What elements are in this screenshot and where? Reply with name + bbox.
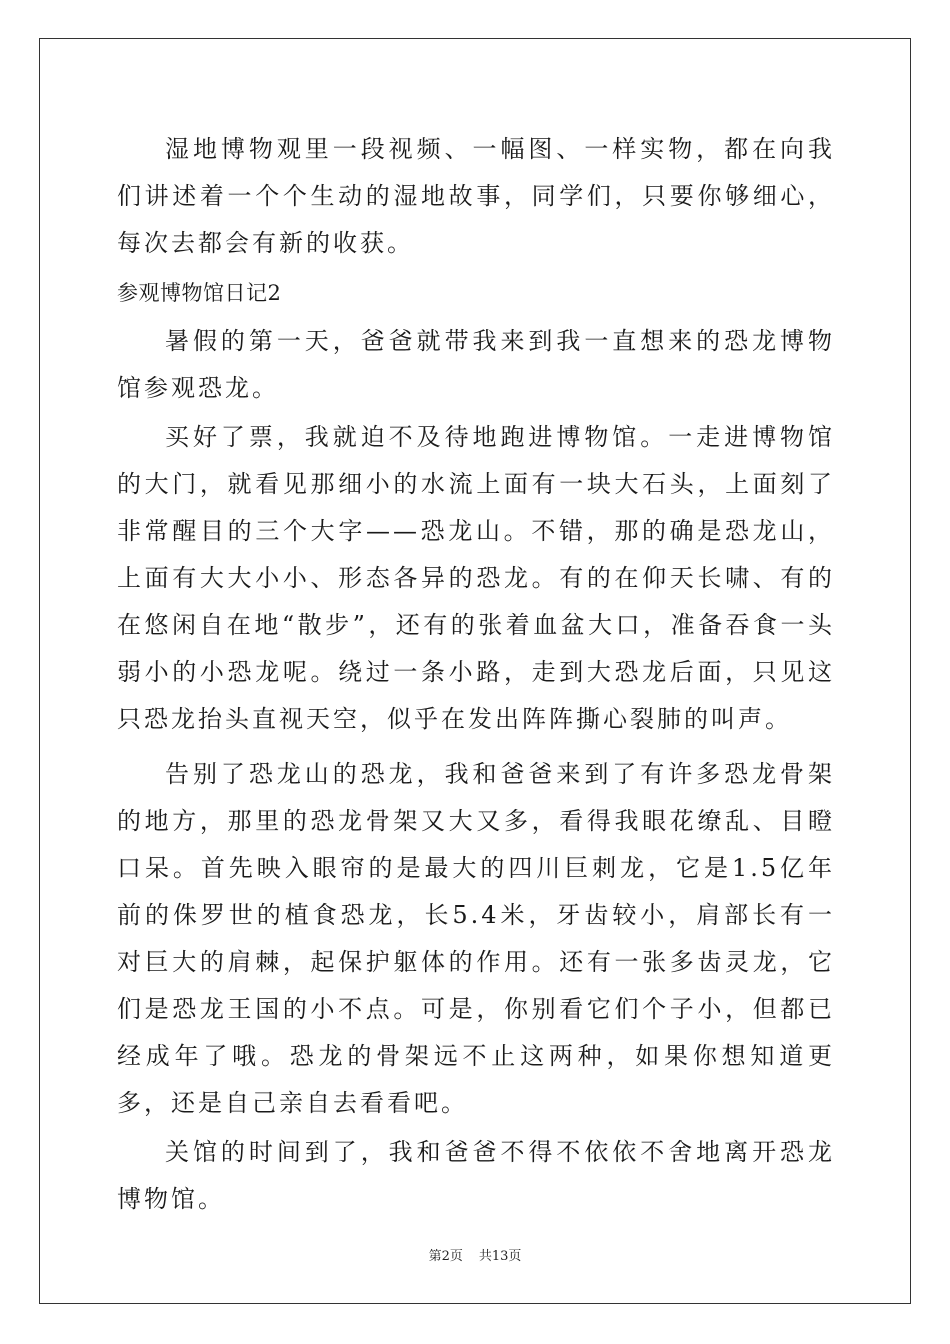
paragraph-skeletons: 告别了恐龙山的恐龙，我和爸爸来到了有许多恐龙骨架的地方，那里的恐龙骨架又大又多，看得我眼花缭乱、目瞪口呆。首先映入眼帘的是最大的四川巨刺龙，它是1.5亿年前的侏罗世的植食恐龙，长5.4米，牙齿较小，肩部长有一对巨大的肩棘，起保护躯体的作用。还有一张多齿灵龙，它们是恐龙王国的小不点。可是，你别看它们个子小，但都已经成年了哦。恐龙的骨架远不止这两种，如果你想知道更多，还是自己亲自去看看吧。 [117,760,835,1117]
page-footer [0,1245,950,1264]
paragraph-intro: 暑假的第一天，爸爸就带我来到我一直想来的恐龙博物馆参观恐龙。 [117,327,835,402]
paragraph-closing: 关馆的时间到了，我和爸爸不得不依依不舍地离开恐龙博物馆。 [117,1138,835,1213]
page-number: 第2页 [428,1249,463,1264]
paragraph-wetland: 湿地博物观里一段视频、一幅图、一样实物，都在向我们讲述着一个个生动的湿地故事，同学们，只要你够细心，每次去都会有新的收获。 [117,135,835,257]
section-title: 参观博物馆日记2 [117,281,282,305]
paragraph-dinosaur-mountain: 买好了票，我就迫不及待地跑进博物馆。一走进博物馆的大门，就看见那细小的水流上面有一块大石头，上面刻了非常醒目的三个大字——恐龙山。不错，那的确是恐龙山，上面有大大小小、形态各异的恐龙。有的在仰天长啸、有的在悠闲自在地“散步”，还有的张着血盆大口，准备吞食一头弱小的小恐龙呢。绕过一条小路，走到大恐龙后面，只见这只恐龙抬头直视天空，似乎在发出阵阵撕心裂肺的叫声。 [117,423,835,733]
page-total: 共13页 [478,1249,522,1264]
document-body [117,126,835,1223]
